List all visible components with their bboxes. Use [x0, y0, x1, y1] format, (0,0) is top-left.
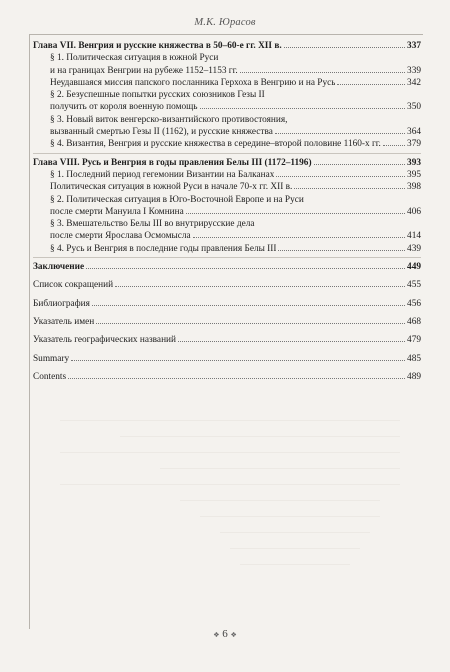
leader-dots [284, 47, 405, 48]
entry-title: Summary [33, 353, 70, 364]
leader-dots [240, 72, 405, 73]
bleed-through [240, 564, 350, 565]
toc-geo-index[interactable] [33, 334, 421, 346]
leader-dots [275, 133, 405, 134]
toc-section-8-1[interactable] [33, 169, 421, 181]
toc-chapter-8[interactable] [33, 157, 421, 169]
chapter-title: Глава VIII. Русь и Венгрия в годы правления Белы III (1172–1196) [33, 157, 312, 168]
toc-section-7-1[interactable] [33, 65, 421, 77]
toc-subsection-8-1b[interactable] [33, 181, 421, 193]
chapter-title: Глава VII. Венгрия и русские княжества в 50–60-е гг. XII в. [33, 41, 282, 51]
bleed-through [200, 516, 380, 517]
bleed-through [230, 548, 360, 549]
page-number: 449 [407, 262, 421, 273]
toc-section-text: § 3. Новый виток венгерско-византийского противостояния, [50, 114, 288, 125]
page-number: 455 [407, 280, 421, 291]
ornament-icon: ❖ [213, 631, 220, 639]
page-number: 489 [407, 371, 421, 382]
section-title: § 4. Византия, Венгрия и русские княжества в середине–второй половине 1160-х гг. [50, 139, 381, 150]
ornament-icon: ❖ [230, 631, 237, 639]
toc-chapter-7[interactable] [33, 40, 421, 52]
bleed-through [220, 532, 370, 533]
leader-dots [200, 108, 406, 109]
divider [33, 257, 421, 258]
page-number-footer [0, 628, 450, 640]
leader-dots [278, 250, 405, 251]
toc-section-text: § 2. Безуспешные попытки русских союзников Гезы II [50, 90, 265, 101]
entry-title: Указатель имен [33, 316, 95, 327]
toc-section-8-3[interactable] [33, 230, 421, 242]
page-number: 485 [407, 353, 421, 364]
bleed-through [60, 452, 400, 453]
section-title: после смерти Мануила I Комнина [50, 206, 184, 217]
leader-dots [276, 176, 405, 177]
page-number: 342 [407, 77, 421, 88]
toc-bibliography[interactable] [33, 298, 421, 310]
entry-title: Указатель географических названий [33, 335, 176, 346]
leader-dots [178, 341, 405, 342]
leader-dots [71, 360, 405, 361]
header-rule [29, 34, 423, 35]
toc-section-text: § 2. Политическая ситуация в Юго-Восточной Европе и на Руси [50, 194, 304, 205]
page-number: 414 [407, 231, 421, 242]
leader-dots [96, 323, 405, 324]
toc-section-text: § 1. Политическая ситуация в южной Руси [50, 53, 219, 64]
section-title: получить от короля военную помощь [50, 102, 198, 113]
running-head: М.К. Юрасов [194, 17, 256, 28]
leader-dots [337, 84, 405, 85]
page-number: 468 [407, 316, 421, 327]
toc-abbreviations[interactable] [33, 279, 421, 291]
toc-summary[interactable] [33, 353, 421, 365]
page-number: 339 [407, 65, 421, 76]
section-title: § 1. Последний период гегемонии Византии на Балканах [50, 169, 275, 180]
leader-dots [383, 145, 405, 146]
section-title: § 4. Русь и Венгрия в последние годы правления Белы III [50, 243, 277, 254]
toc-subsection-7-1b[interactable] [33, 77, 421, 89]
page-number: 479 [407, 335, 421, 346]
divider [33, 153, 421, 154]
bleed-through [120, 436, 400, 437]
page-number: 337 [407, 41, 421, 51]
bleed-through [180, 500, 380, 501]
entry-title: Библиография [33, 298, 90, 309]
page-number: 406 [407, 206, 421, 217]
leader-dots [68, 378, 405, 379]
leader-dots [115, 286, 405, 287]
leader-dots [193, 237, 405, 238]
toc-section-8-4[interactable] [33, 243, 421, 255]
section-title: Политическая ситуация в южной Руси в начале 70-х гг. XII в. [50, 182, 293, 193]
page-number: 393 [407, 157, 421, 168]
toc-section-8-2[interactable] [33, 206, 421, 218]
section-title: после смерти Ярослава Осмомысла [50, 231, 191, 242]
leader-dots [314, 164, 405, 165]
section-title: вызванный смертью Гезы II (1162), и русские княжества [50, 127, 273, 138]
toc-section-7-2[interactable] [33, 101, 421, 113]
toc-conclusion[interactable] [33, 261, 421, 273]
page-number: 398 [407, 182, 421, 193]
entry-title: Список сокращений [33, 280, 114, 291]
leader-dots [86, 268, 405, 269]
folio-number: 6 [222, 628, 228, 640]
leader-dots [294, 188, 405, 189]
page-number: 350 [407, 102, 421, 113]
entry-title: Contents [33, 371, 67, 382]
bleed-through [60, 484, 400, 485]
leader-dots [92, 305, 405, 306]
bleed-through [160, 468, 400, 469]
page-number: 456 [407, 298, 421, 309]
page-number: 395 [407, 169, 421, 180]
toc-section-7-3[interactable] [33, 126, 421, 138]
leader-dots [186, 213, 405, 214]
page-number: 379 [407, 139, 421, 150]
toc-section-text: § 3. Вмешательство Белы III во внутрирусские дела [50, 219, 255, 230]
toc-contents[interactable] [33, 371, 421, 383]
table-of-contents [33, 40, 421, 383]
page-number: 439 [407, 243, 421, 254]
entry-title: Заключение [33, 262, 85, 273]
toc-name-index[interactable] [33, 316, 421, 328]
page-number: 364 [407, 127, 421, 138]
section-title: Неудавшаяся миссия папского посланника Герхоха в Венгрию и на Русь [50, 77, 336, 88]
toc-section-7-4[interactable] [33, 138, 421, 150]
margin-rule [29, 34, 30, 629]
section-title: и на границах Венгрии на рубеже 1152–1153 гг. [50, 65, 238, 76]
bleed-through [60, 420, 400, 421]
